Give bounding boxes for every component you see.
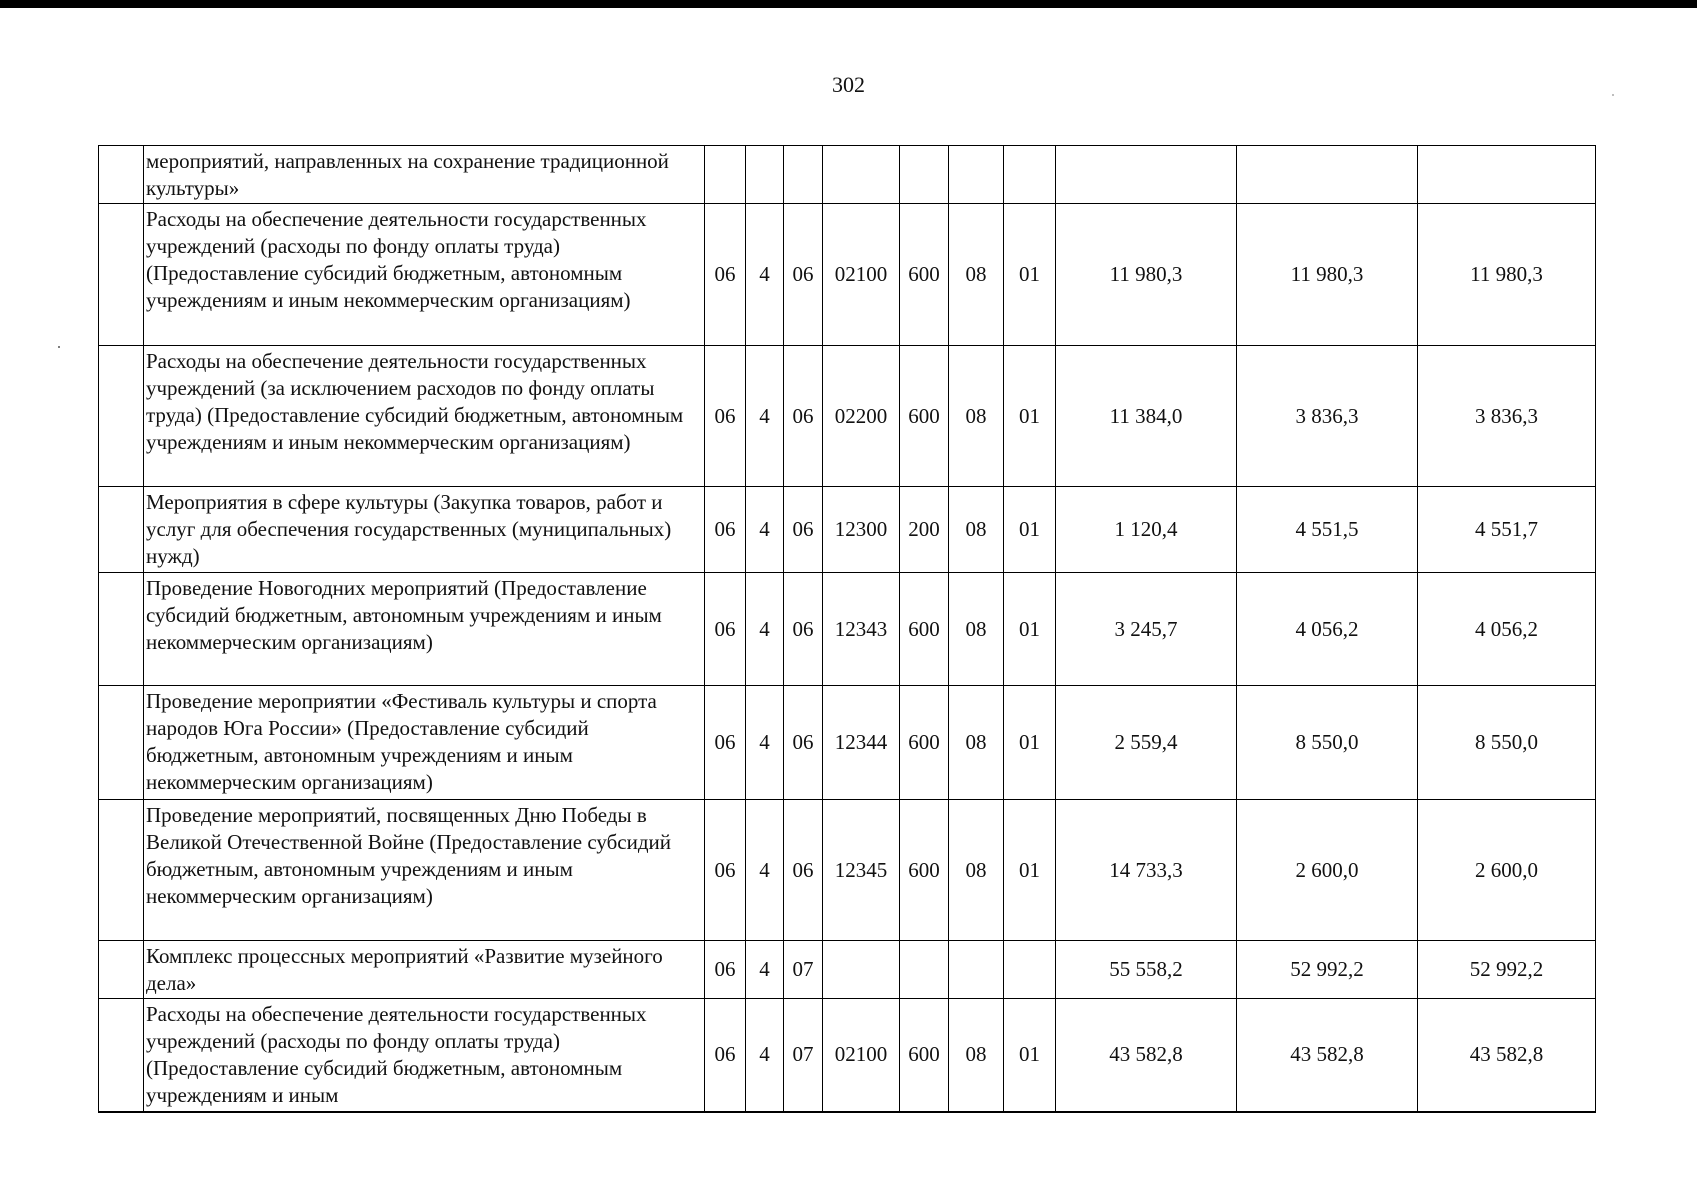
code-cell-4	[823, 941, 900, 999]
amount-cell-2: 2 600,0	[1237, 800, 1418, 941]
amount-cell-3	[1418, 146, 1596, 204]
code-cell-1	[705, 146, 746, 204]
code-cell-2	[746, 146, 784, 204]
table-row	[99, 146, 1596, 204]
code-cell-5: 600	[900, 999, 949, 1112]
code-cell-2: 4	[746, 941, 784, 999]
amount-cell-2: 4 551,5	[1237, 487, 1418, 573]
item-name-cell: Проведение мероприятии «Фестиваль культуры и спорта народов Юга России» (Предоставление субсидий бюджетным, автономным учреждениям и иным некоммерческим организациям)	[144, 686, 705, 800]
table-row	[99, 346, 1596, 487]
code-cell-3: 06	[784, 800, 823, 941]
table-row	[99, 487, 1596, 573]
amount-cell-1: 43 582,8	[1056, 999, 1237, 1112]
row-index-cell	[99, 146, 144, 204]
amount-cell-2	[1237, 146, 1418, 204]
scan-top-border	[0, 0, 1697, 8]
row-index-cell	[99, 999, 144, 1112]
code-cell-7: 01	[1004, 800, 1056, 941]
row-index-cell	[99, 346, 144, 487]
code-cell-6: 08	[949, 573, 1004, 686]
item-name-cell: мероприятий, направленных на сохранение традиционной культуры»	[144, 146, 705, 204]
code-cell-6: 08	[949, 487, 1004, 573]
amount-cell-3: 43 582,8	[1418, 999, 1596, 1112]
code-cell-2: 4	[746, 573, 784, 686]
item-name-cell: Мероприятия в сфере культуры (Закупка товаров, работ и услуг для обеспечения государственных (муниципальных) нужд)	[144, 487, 705, 573]
code-cell-2: 4	[746, 999, 784, 1112]
code-cell-4: 12345	[823, 800, 900, 941]
amount-cell-1: 14 733,3	[1056, 800, 1237, 941]
code-cell-2: 4	[746, 204, 784, 346]
code-cell-2: 4	[746, 487, 784, 573]
amount-cell-1: 1 120,4	[1056, 487, 1237, 573]
code-cell-1: 06	[705, 204, 746, 346]
code-cell-1: 06	[705, 999, 746, 1112]
code-cell-7	[1004, 941, 1056, 999]
table-row	[99, 204, 1596, 346]
code-cell-4: 12343	[823, 573, 900, 686]
amount-cell-1: 11 980,3	[1056, 204, 1237, 346]
table-body	[99, 146, 1596, 1112]
amount-cell-3: 2 600,0	[1418, 800, 1596, 941]
code-cell-3: 06	[784, 204, 823, 346]
amount-cell-3: 3 836,3	[1418, 346, 1596, 487]
table-row	[99, 999, 1596, 1112]
code-cell-7	[1004, 146, 1056, 204]
table-row	[99, 800, 1596, 941]
code-cell-7: 01	[1004, 999, 1056, 1112]
code-cell-2: 4	[746, 346, 784, 487]
code-cell-7: 01	[1004, 573, 1056, 686]
row-index-cell	[99, 573, 144, 686]
code-cell-2: 4	[746, 800, 784, 941]
amount-cell-1: 3 245,7	[1056, 573, 1237, 686]
amount-cell-1	[1056, 146, 1237, 204]
item-name-cell: Расходы на обеспечение деятельности государственных учреждений (расходы по фонду оплаты труда) (Предоставление субсидий бюджетным, автономным учреждениям и иным	[144, 999, 705, 1112]
code-cell-7: 01	[1004, 204, 1056, 346]
amount-cell-2: 8 550,0	[1237, 686, 1418, 800]
code-cell-3: 06	[784, 346, 823, 487]
code-cell-5: 600	[900, 346, 949, 487]
amount-cell-2: 3 836,3	[1237, 346, 1418, 487]
scan-speck	[58, 346, 60, 348]
table-row	[99, 941, 1596, 999]
code-cell-4: 12300	[823, 487, 900, 573]
code-cell-6: 08	[949, 999, 1004, 1112]
code-cell-4: 02100	[823, 999, 900, 1112]
item-name-cell: Расходы на обеспечение деятельности государственных учреждений (за исключением расходов по фонду оплаты труда) (Предоставление субсидий бюджетным, автономным учреждениям и иным некоммерческим организациям)	[144, 346, 705, 487]
amount-cell-1: 55 558,2	[1056, 941, 1237, 999]
code-cell-1: 06	[705, 573, 746, 686]
code-cell-3	[784, 146, 823, 204]
code-cell-6: 08	[949, 346, 1004, 487]
row-index-cell	[99, 686, 144, 800]
code-cell-5	[900, 941, 949, 999]
code-cell-4	[823, 146, 900, 204]
item-name-cell: Расходы на обеспечение деятельности государственных учреждений (расходы по фонду оплаты труда) (Предоставление субсидий бюджетным, автономным учреждениям и иным некоммерческим организациям)	[144, 204, 705, 346]
amount-cell-3: 4 056,2	[1418, 573, 1596, 686]
amount-cell-2: 52 992,2	[1237, 941, 1418, 999]
code-cell-6: 08	[949, 800, 1004, 941]
amount-cell-2: 11 980,3	[1237, 204, 1418, 346]
row-index-cell	[99, 941, 144, 999]
code-cell-5: 600	[900, 686, 949, 800]
code-cell-5: 600	[900, 204, 949, 346]
amount-cell-2: 43 582,8	[1237, 999, 1418, 1112]
item-name-cell: Проведение мероприятий, посвященных Дню Победы в Великой Отечественной Войне (Предоставление субсидий бюджетным, автономным учреждениям и иным некоммерческим организациям)	[144, 800, 705, 941]
code-cell-5: 200	[900, 487, 949, 573]
code-cell-3: 07	[784, 941, 823, 999]
code-cell-4: 12344	[823, 686, 900, 800]
code-cell-1: 06	[705, 346, 746, 487]
code-cell-3: 06	[784, 573, 823, 686]
code-cell-3: 07	[784, 999, 823, 1112]
code-cell-1: 06	[705, 487, 746, 573]
table-row	[99, 686, 1596, 800]
code-cell-1: 06	[705, 941, 746, 999]
code-cell-4: 02200	[823, 346, 900, 487]
code-cell-6: 08	[949, 204, 1004, 346]
code-cell-1: 06	[705, 800, 746, 941]
code-cell-1: 06	[705, 686, 746, 800]
code-cell-6: 08	[949, 686, 1004, 800]
amount-cell-3: 52 992,2	[1418, 941, 1596, 999]
code-cell-5: 600	[900, 573, 949, 686]
code-cell-7: 01	[1004, 686, 1056, 800]
amount-cell-3: 4 551,7	[1418, 487, 1596, 573]
code-cell-5: 600	[900, 800, 949, 941]
amount-cell-1: 11 384,0	[1056, 346, 1237, 487]
code-cell-3: 06	[784, 487, 823, 573]
budget-table	[98, 145, 1596, 1113]
code-cell-3: 06	[784, 686, 823, 800]
amount-cell-3: 8 550,0	[1418, 686, 1596, 800]
amount-cell-2: 4 056,2	[1237, 573, 1418, 686]
row-index-cell	[99, 204, 144, 346]
page-number: 302	[832, 72, 865, 97]
scan-speck	[1612, 94, 1614, 96]
code-cell-2: 4	[746, 686, 784, 800]
amount-cell-3: 11 980,3	[1418, 204, 1596, 346]
item-name-cell: Комплекс процессных мероприятий «Развитие музейного дела»	[144, 941, 705, 999]
row-index-cell	[99, 800, 144, 941]
table-row	[99, 573, 1596, 686]
code-cell-4: 02100	[823, 204, 900, 346]
item-name-cell: Проведение Новогодних мероприятий (Предоставление субсидий бюджетным, автономным учреждениям и иным некоммерческим организациям)	[144, 573, 705, 686]
code-cell-5	[900, 146, 949, 204]
code-cell-6	[949, 146, 1004, 204]
code-cell-7: 01	[1004, 346, 1056, 487]
code-cell-6	[949, 941, 1004, 999]
code-cell-7: 01	[1004, 487, 1056, 573]
row-index-cell	[99, 487, 144, 573]
amount-cell-1: 2 559,4	[1056, 686, 1237, 800]
